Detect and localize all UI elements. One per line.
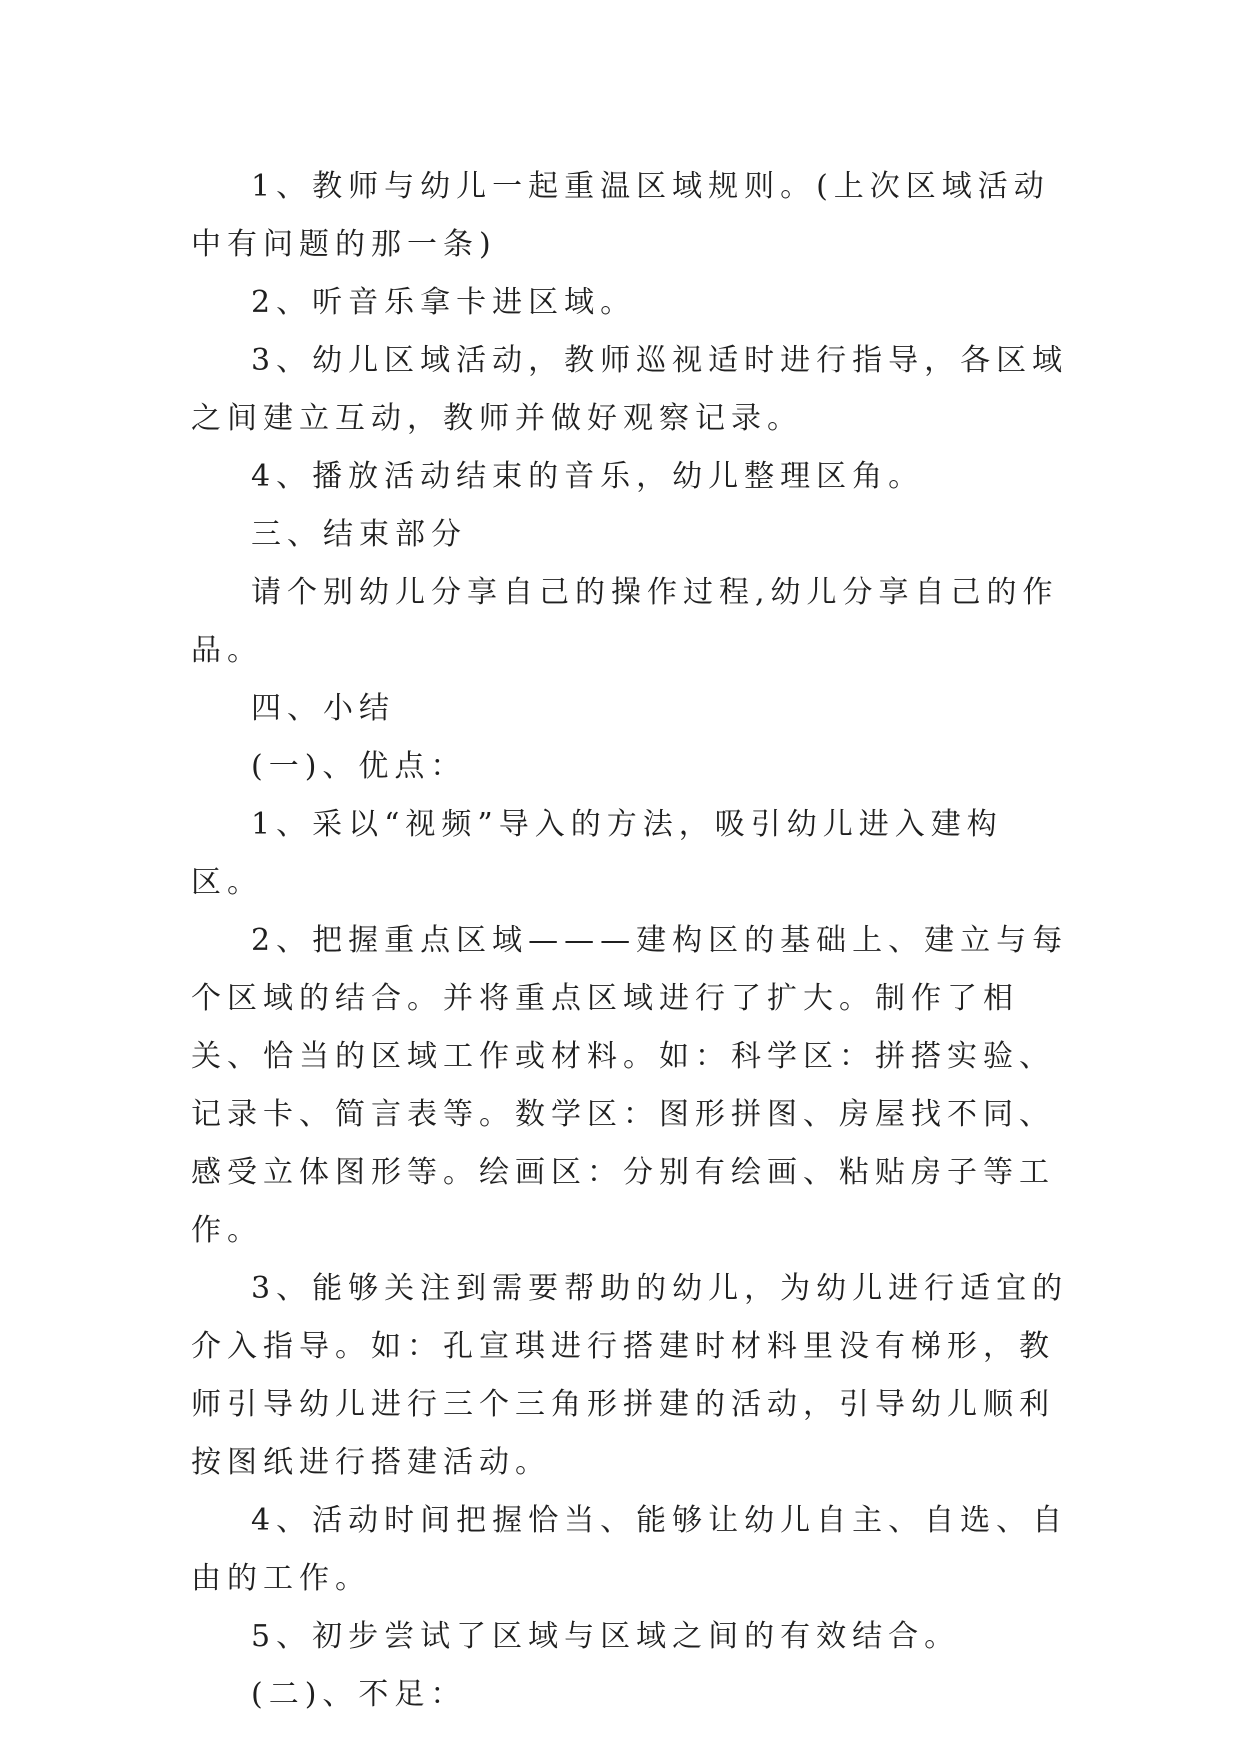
paragraph: 5、初步尝试了区域与区域之间的有效结合。 <box>251 1619 961 1654</box>
paragraph: 1、教师与幼儿一起重温区域规则。(上次区域活动中有问题的那一条) <box>191 169 1050 262</box>
paragraph: 3、能够关注到需要帮助的幼儿，为幼儿进行适宜的介入指导。如：孔宣琪进行搭建时材料里没有梯形，教师引导幼儿进行三个三角形拼建的活动，引导幼儿顺利按图纸进行搭建活动。 <box>191 1271 1069 1480</box>
paragraph: 4、播放活动结束的音乐，幼儿整理区角。 <box>251 459 925 494</box>
paragraph: 4、活动时间把握恰当、能够让幼儿自主、自选、自由的工作。 <box>191 1503 1069 1596</box>
paragraph: 1、采以“视频”导入的方法，吸引幼儿进入建构区。 <box>191 807 1003 900</box>
subsection-heading: (一)、优点： <box>251 749 467 784</box>
section-heading: 四、小结 <box>251 691 395 726</box>
paragraph: 2、把握重点区域———建构区的基础上、建立与每个区域的结合。并将重点区域进行了扩大。制作了相关、恰当的区域工作或材料。如：科学区：拼搭实验、记录卡、简言表等。数学区：图形拼图、房屋找不同、感受立体图形等。绘画区：分别有绘画、粘贴房子等工作。 <box>191 923 1069 1248</box>
subsection-heading: (二)、不足： <box>251 1677 467 1712</box>
paragraph: 2、听音乐拿卡进区域。 <box>251 285 637 320</box>
document-body <box>191 158 1071 1724</box>
paragraph: 请个别幼儿分享自己的操作过程,幼儿分享自己的作品。 <box>191 575 1059 668</box>
paragraph: 3、幼儿区域活动，教师巡视适时进行指导，各区域之间建立互动，教师并做好观察记录。 <box>191 343 1069 436</box>
section-heading: 三、结束部分 <box>251 517 467 552</box>
